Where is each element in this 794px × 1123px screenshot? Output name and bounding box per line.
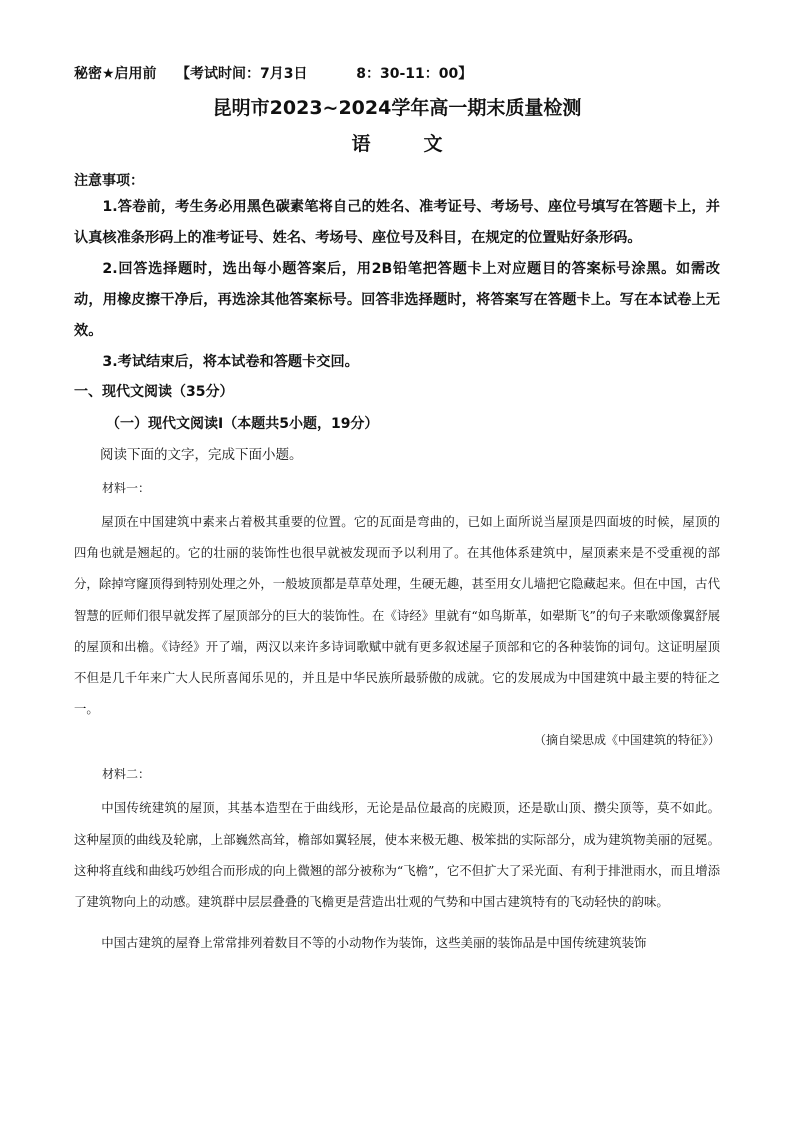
material-2-paragraph-1: 中国传统建筑的屋顶，其基本造型在于曲线形，无论是品位最高的庑殿顶，还是歇山顶、攒尖顶等，莫不如此。这种屋顶的曲线及轮廓，上部巍然高耸，檐部如翼轻展，使本来极无趣、极笨拙的实际部分，成为建筑物美丽的冠冕。这种将直线和曲线巧妙组合而形成的向上微翘的部分被称为“飞檐”，它不但扩大了采光面、有利于排泄雨水，而且增添了建筑物向上的动感。建筑群中层层叠叠的飞檐更是营造出壮观的气势和中国古建筑特有的飞动轻快的韵味。 [74, 800, 720, 910]
subsection-heading: （一）现代文阅读Ⅰ（本题共5小题，19分） [106, 416, 379, 432]
exam-title: 昆明市2023~2024学年高一期末质量检测 [212, 97, 582, 119]
material-1-source: （摘自梁思成《中国建筑的特征》） [533, 733, 720, 748]
material-2-label: 材料二： [102, 767, 151, 782]
confidential-header: 秘密★启用前 【考试时间：7月3日 8：30-11：00】 [74, 66, 473, 82]
material-2-paragraph-2: 中国古建筑的屋脊上常常排列着数目不等的小动物作为装饰，这些美丽的装饰品是中国传统建筑装饰 [101, 935, 647, 951]
notice-item-3: 3.考试结束后，将本试卷和答题卡交回。 [102, 354, 359, 370]
material-1-label: 材料一： [102, 481, 151, 495]
notice-item-1: 1.答卷前，考生务必用黑色碳素笔将自己的姓名、准考证号、考场号、座位号填写在答题卡上，并认真核准条形码上的准考证号、姓名、考场号、座位号及科目，在规定的位置贴好条形码。 [74, 199, 720, 246]
section-heading: 一、现代文阅读（35分） [74, 384, 234, 400]
reading-instruction: 阅读下面的文字，完成下面小题。 [100, 447, 303, 463]
subject-title: 语 文 [351, 133, 443, 155]
material-1-text: 屋顶在中国建筑中素来占着极其重要的位置。它的瓦面是弯曲的，已如上面所说当屋顶是四面坡的时候，屋顶的四角也就是翘起的。它的壮丽的装饰性也很早就被发现而予以利用了。在其他体系建筑中，屋顶素来是不受重视的部分，除掉穹窿顶得到特别处理之外，一般坡顶都是草草处理，生硬无趣，甚至用女儿墙把它隐藏起来。但在中国，古代智慧的匠师们很早就发挥了屋顶部分的巨大的装饰性。在《诗经》里就有“如鸟斯革，如翚斯飞”的句子来歌颂像翼舒展的屋顶和出檐。《诗经》开了端，两汉以来许多诗词歌赋中就有更多叙述屋子顶部和它的各种装饰的词句。这证明屋顶不但是几千年来广大人民所喜闻乐见的，并且是中华民族所最骄傲的成就。它的发展成为中国建筑中最主要的特征之一。 [74, 514, 720, 717]
notice-item-2: 2.回答选择题时，选出每小题答案后，用2B铅笔把答题卡上对应题目的答案标号涂黑。如需改动，用橡皮擦干净后，再选涂其他答案标号。回答非选择题时，将答案写在答题卡上。写在本试卷上无效。 [74, 261, 720, 339]
notice-heading: 注意事项： [74, 173, 144, 189]
